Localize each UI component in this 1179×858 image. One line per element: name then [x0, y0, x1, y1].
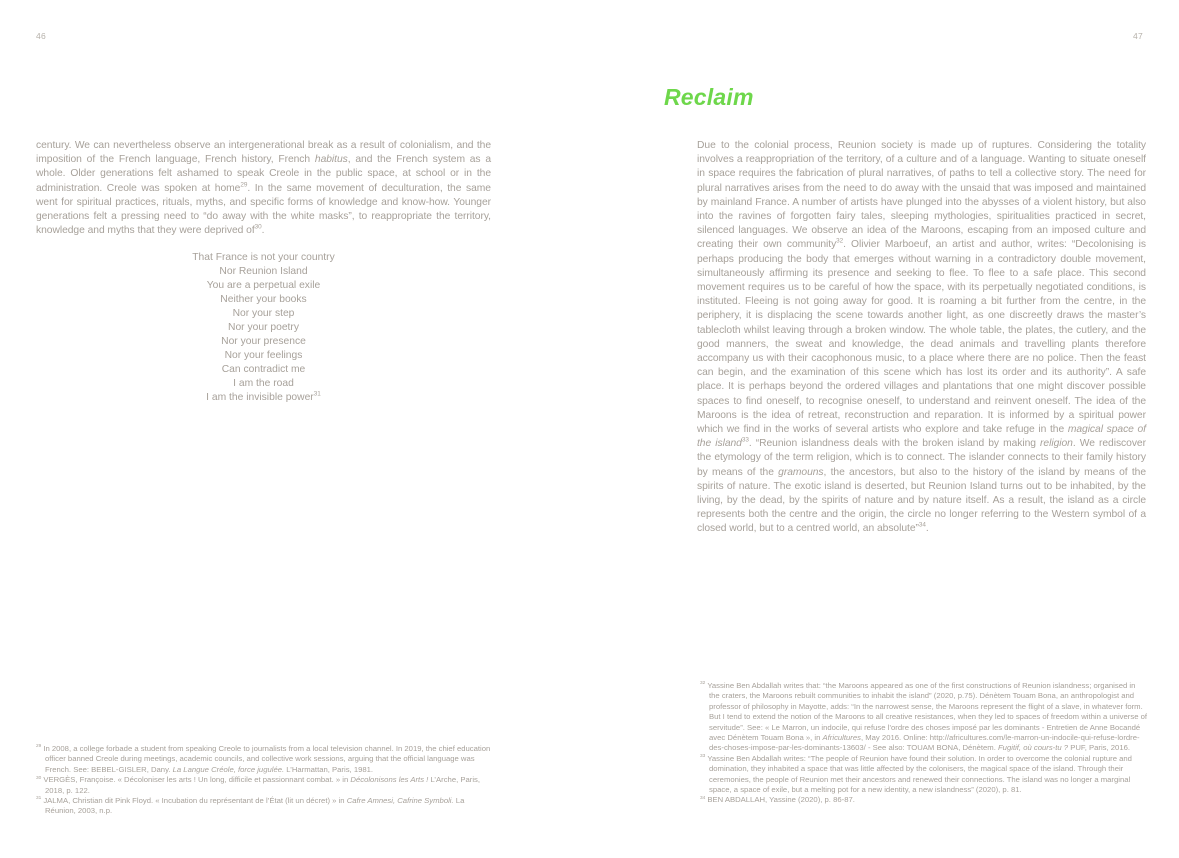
- footnote-number: 30: [36, 775, 42, 781]
- poem-line: Can contradict me: [221, 364, 306, 375]
- poem-line: Neither your books: [220, 294, 307, 305]
- footnote-text: Yassine Ben Abdallah writes that: “the Maroons appeared as one of the first constructions of Reunion islandness; organised in the craters, the Maroons rebuilt communities to inhabit the island” (2020, p.75). Dénètem Touam Bona, an anthropologist and professor of philosophy in Mayotte, adds: “In the narrowest sense, the Maroons represent the flight of a slave, in whatever form. But I tend to extend the notion of the Maroons to all creative resistances, when they led to spaces of freedom within a universe of servitude”. See: « Le Marron, un indocile, qui refuse l’ordre des choses imposé par les dominants - Entretien de Anne Bocandé avec Dénètem Touam Bona », in Africultures, May 2016. Online: http://africultures.com/le-marron-un-indocile-qui-refuse-lordre-des-choses-impose-par-les-dominants-13603/ - See also: TOUAM BONA, Dénètem. Fugitif, où cours-tu ? PUF, Paris, 2016.: [707, 681, 1148, 753]
- poem-line: That France is not your country: [192, 252, 335, 263]
- poem-line: I am the invisible power$^{31}$: [206, 390, 321, 403]
- footnote-number: 32: [700, 681, 706, 687]
- footnote-text: JALMA, Christian dit Pink Floyd. « Incubation du représentant de l’État (lit un décret) » in Cafre Amnesi, Cafrine Symboli. La Réunion, 2003, n.p.: [43, 796, 465, 816]
- page-number-left: 46: [36, 31, 47, 41]
- poem-line: Nor your poetry: [228, 322, 299, 333]
- footnote-text: In 2008, a college forbade a student from speaking Creole to journalists from a local television channel. In 2019, the chief education officer banned Creole during meetings, academic councils, and collective work sessions, arguing that the official language was French. See: BEBEL-GISLER, Dany. La Langue Créole, force jugulée. L’Harmattan, Paris, 1981.: [43, 744, 491, 774]
- footnotes-right: [700, 681, 1148, 806]
- footnote: [36, 744, 492, 775]
- footnote-number: 33: [700, 754, 706, 760]
- footnote: [700, 795, 1148, 805]
- poem-line: Nor your step: [232, 308, 295, 319]
- poem-lines: [36, 251, 491, 405]
- footnote-text: Yassine Ben Abdallah writes: “The people of Reunion have found their solution. In order to overcome the colonial rupture and domination, they inhabited a space that was little affected by the colonisers, the magical space of the island. Through their ceremonies, the people of Reunion met their ancestors and renewed their connections. The island was no longer a marginal space, a space of exile, but a melting pot for a new identity, a new islandness” (2020), p. 81.: [707, 753, 1132, 795]
- poem-line: Nor Reunion Island: [219, 266, 308, 277]
- footnote: [36, 796, 492, 817]
- footnote-text: VERGÈS, Françoise. « Décoloniser les arts ! Un long, difficile et passionnant combat. » in Décolonisons les Arts ! L’Arche, Paris, 2018, p. 122.: [43, 775, 481, 795]
- poem-line: Nor your presence: [221, 336, 306, 347]
- poem-line: You are a perpetual exile: [206, 280, 321, 291]
- poem-line: Nor your feelings: [224, 350, 303, 361]
- section-heading: Reclaim: [664, 84, 754, 110]
- footnote: [700, 754, 1148, 796]
- footnote-number: 29: [36, 744, 42, 750]
- poem: [36, 251, 491, 405]
- footnote: [700, 681, 1148, 754]
- body-text-right: Due to the colonial process, Reunion society is made up of ruptures. Considering the totality involves a reappropriation of the territory, of a culture and of a language. Wanting to situate oneself in space requires the fabrication of plural narratives, of paths to tell a collective story. The need for plural narratives arises from the need to do away with the unsaid that was imposed and maintained by mainland France. A number of artists have plunged into the abysses of a violent history, but also into the ravines of forgotten fairy tales, sleeping mythologies, spiritualities practiced in secret, silenced languages. We observe an idea of the Maroons, escaping from an imposed culture and creating their own community$^{32}$. Olivier Marboeuf, an artist and author, writes: “Decolonising is perhaps producing the body that emerges without warning in a contradictory double movement, simultaneously affirming its presence and seeking to flee. To flee to a safe place. This second movement requires us to be careful of how the space, with its perpetually negotiated conditions, is instituted. Fleeing is not going away for good. It is roaming a bit further from the centre, in the periphery, it is displacing the scene towards another light, as one discreetly draws the master’s tablecloth whilst leaving through a broken window. The whole table, the plates, the cutlery, and the good manners, the sweat and knowledge, the dead animals and travelling plants therefore accompany us with their cacophonous music, to a place where there are no police. Then the feast can begin, and the examination of this scene which has lost its order and its authority”. A safe place. It is perhaps beyond the ordered villages and plantations that one might discover possible spaces to find oneself, to recognise oneself, to understand and reinvent oneself. The idea of the Maroons is the idea of retreat, reconstruction and reparation. It is informed by a spiritual power which we find in the works of several artists who explore and take refuge in the magical space of the island$^{33}$. “Reunion islandness deals with the broken island by making religion. We rediscover the etymology of the term religion, which is to connect. The islander connects to their family history by means of the gramouns, the ancestors, but also to the history of the island by means of the spirits of nature. The exotic island is deserted, but Reunion Island turns out to be inhabited, by the living, by the dead, by the spirits of nature and by nature itself. As a result, the island as a circle represents both the centre and the origin, the circle no longer referring to the Western symbol of a closed world, but to a centred world, an absolute”$^{34}$.: [697, 140, 1147, 535]
- footnote-number: 34: [700, 795, 706, 801]
- footnote-number: 31: [36, 796, 42, 802]
- footnote-text: BEN ABDALLAH, Yassine (2020), p. 86-87.: [707, 795, 855, 805]
- page-number-right: 47: [1132, 31, 1143, 41]
- poem-line: I am the road: [233, 378, 294, 389]
- footnote: [36, 775, 492, 796]
- body-text-left: century. We can nevertheless observe an intergenerational break as a result of colonialism, and the imposition of the French language, French history, French habitus, and the French system as a whole. Older generations felt ashamed to speak Creole in the public space, at school or in the administration. Creole was spoken at home$^{29}$. In the same movement of deculturation, the same went for spiritual practices, rituals, myths, and specific forms of knowledge and know-how. Younger generations felt a pressing need to “do away with the white masks”, to reappropriate the territory, knowledge and myths that they were deprived $of^{30}$.: [36, 140, 492, 237]
- footnotes-left: [36, 744, 492, 817]
